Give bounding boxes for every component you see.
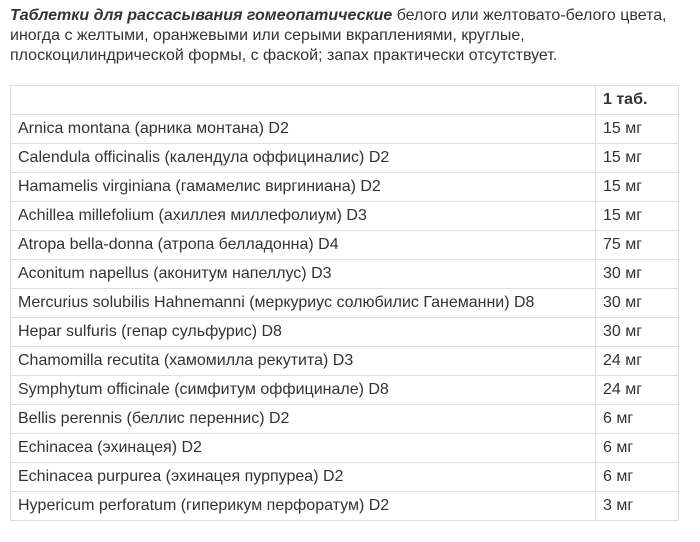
ingredient-dose: 6 мг <box>596 405 679 434</box>
table-row <box>11 173 679 202</box>
ingredient-dose: 15 мг <box>596 115 679 144</box>
ingredient-dose: 24 мг <box>596 347 679 376</box>
ingredient-name: Bellis perennis (беллис переннис) D2 <box>11 405 596 434</box>
header-name-cell <box>11 86 596 115</box>
ingredient-name: Chamomilla recutita (хамомилла рекутита) D3 <box>11 347 596 376</box>
header-dose-cell: 1 таб. <box>596 86 679 115</box>
table-header-row <box>11 86 679 115</box>
table-row <box>11 260 679 289</box>
ingredient-dose: 15 мг <box>596 144 679 173</box>
table-row <box>11 492 679 521</box>
ingredient-dose: 75 мг <box>596 231 679 260</box>
ingredient-dose: 3 мг <box>596 492 679 521</box>
ingredient-dose: 6 мг <box>596 434 679 463</box>
description-lead: Таблетки для рассасывания гомеопатические <box>10 7 393 24</box>
ingredient-name: Atropa bella-donna (атропа белладонна) D4 <box>11 231 596 260</box>
ingredient-name: Hamamelis virginiana (гамамелис виргиниана) D2 <box>11 173 596 202</box>
table-row <box>11 115 679 144</box>
table-row <box>11 144 679 173</box>
table-row <box>11 405 679 434</box>
table-row <box>11 434 679 463</box>
ingredient-dose: 15 мг <box>596 173 679 202</box>
table-row <box>11 318 679 347</box>
ingredient-dose: 24 мг <box>596 376 679 405</box>
table-body <box>11 115 679 521</box>
table-row <box>11 289 679 318</box>
description-text: белого или желтовато-белого цвета, иногда с желтыми, оранжевыми или серыми вкраплениями, круглые, плоскоцилиндрической формы, с фаской; запах практически отсутствует. <box>10 7 667 64</box>
ingredient-name: Hypericum perforatum (гиперикум перфоратум) D2 <box>11 492 596 521</box>
ingredient-name: Mercurius solubilis Hahnemanni (меркуриус солюбилис Ганеманни) D8 <box>11 289 596 318</box>
table-row <box>11 376 679 405</box>
ingredient-dose: 30 мг <box>596 318 679 347</box>
table-row <box>11 231 679 260</box>
table-row <box>11 463 679 492</box>
ingredient-name: Achillea millefolium (ахиллея миллефолиум) D3 <box>11 202 596 231</box>
ingredient-name: Aconitum napellus (аконитум напеллус) D3 <box>11 260 596 289</box>
ingredient-name: Symphytum officinale (симфитум оффицинале) D8 <box>11 376 596 405</box>
ingredient-dose: 15 мг <box>596 202 679 231</box>
composition-table <box>10 85 679 521</box>
ingredient-name: Calendula officinalis (календула оффициналис) D2 <box>11 144 596 173</box>
ingredient-dose: 6 мг <box>596 463 679 492</box>
ingredient-dose: 30 мг <box>596 260 679 289</box>
description-paragraph <box>10 6 690 66</box>
ingredient-name: Arnica montana (арника монтана) D2 <box>11 115 596 144</box>
ingredient-name: Hepar sulfuris (гепар сульфурис) D8 <box>11 318 596 347</box>
ingredient-name: Echinacea (эхинацея) D2 <box>11 434 596 463</box>
table-row <box>11 347 679 376</box>
ingredient-name: Echinacea purpurea (эхинацея пурпуреа) D2 <box>11 463 596 492</box>
ingredient-dose: 30 мг <box>596 289 679 318</box>
table-row <box>11 202 679 231</box>
